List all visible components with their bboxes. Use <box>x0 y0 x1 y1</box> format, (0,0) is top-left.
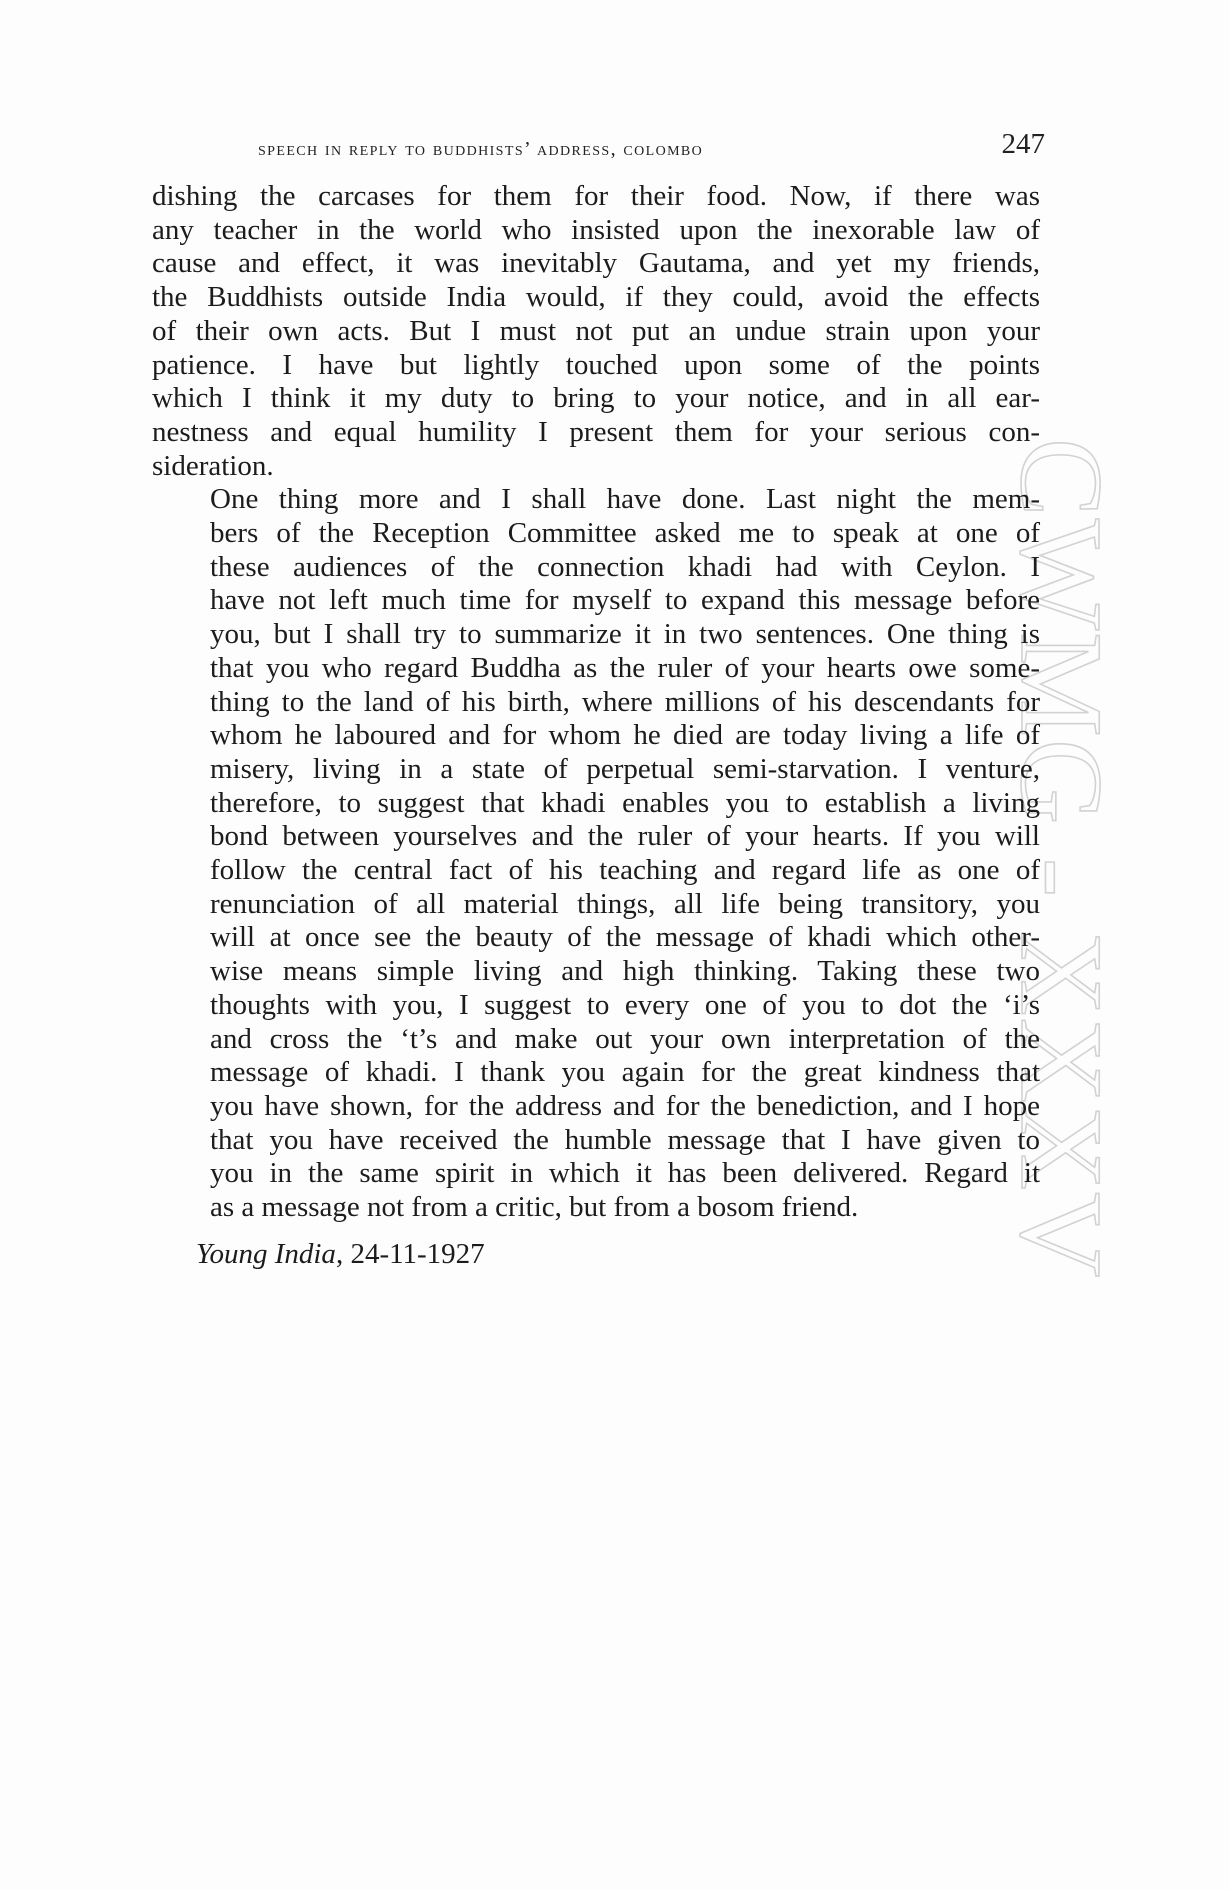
text-line: thoughts with you, I suggest to every one of you to dot the ‘i’s <box>210 988 1040 1021</box>
text-line: as a message not from a critic, but from a bosom friend. <box>210 1191 859 1224</box>
text-line: misery, living in a state of perpetual semi-starvation. I venture, <box>210 752 1040 785</box>
text-line: wise means simple living and high thinking. Taking these two <box>210 955 1040 988</box>
text-line: patience. I have but lightly touched upon some of the points <box>152 348 1040 381</box>
page-header <box>152 128 1045 168</box>
text-line: thing to the land of his birth, where millions of his descendants for <box>210 685 1040 718</box>
source-date: , 24-11-1927 <box>335 1237 485 1270</box>
text-line: One thing more and I shall have done. Last night the mem- <box>210 483 1040 516</box>
text-line: of their own acts. But I must not put an undue strain upon your <box>152 314 1040 347</box>
source-publication: Young India <box>196 1237 336 1270</box>
text-line: cause and effect, it was inevitably Gautama, and yet my friends, <box>152 247 1040 280</box>
text-line: follow the central fact of his teaching and regard life as one of <box>210 854 1040 887</box>
text-line: renunciation of all material things, all life being transitory, you <box>210 887 1040 920</box>
text-line: you in the same spirit in which it has been delivered. Regard it <box>210 1157 1040 1190</box>
text-line: the Buddhists outside India would, if they could, avoid the effects <box>152 281 1040 314</box>
source-citation <box>196 1238 1040 1272</box>
text-line: bers of the Reception Committee asked me to speak at one of <box>210 517 1040 550</box>
text-line: you have shown, for the address and for the benediction, and I hope <box>210 1089 1040 1122</box>
text-line: sideration. <box>152 449 274 482</box>
paragraph-1 <box>152 180 1040 483</box>
page-number: 247 <box>1001 128 1045 160</box>
paragraph-2 <box>152 483 1040 1224</box>
running-head: speech in reply to buddhists’ address, colombo <box>258 138 704 160</box>
text-line: any teacher in the world who insisted upon the inexorable law of <box>152 213 1040 246</box>
text-line: dishing the carcases for them for their food. Now, if there was <box>152 180 1040 212</box>
text-line: message of khadi. I thank you again for the great kindness that <box>210 1056 1040 1089</box>
watermark-text: CWMG - XXXV <box>996 438 1127 1280</box>
text-line: have not left much time for myself to expand this message before <box>210 584 1040 617</box>
text-line: whom he laboured and for whom he died are today living a life of <box>210 719 1040 752</box>
text-line: nestness and equal humility I present them for your serious con- <box>152 415 1040 448</box>
text-line: which I think it my duty to bring to your notice, and in all ear- <box>152 382 1040 415</box>
text-line: therefore, to suggest that khadi enables you to establish a living <box>210 786 1040 819</box>
text-line: you, but I shall try to summarize it in two sentences. One thing is <box>210 618 1040 651</box>
text-line: and cross the ‘t’s and make out your own interpretation of the <box>210 1022 1040 1055</box>
text-line: that you have received the humble message that I have given to <box>210 1123 1040 1156</box>
body-text <box>152 180 1040 1272</box>
text-line: these audiences of the connection khadi had with Ceylon. I <box>210 550 1040 583</box>
text-line: that you who regard Buddha as the ruler of your hearts owe some- <box>210 651 1040 684</box>
text-line: will at once see the beauty of the message of khadi which other- <box>210 921 1040 954</box>
text-line: bond between yourselves and the ruler of your hearts. If you will <box>210 820 1040 853</box>
